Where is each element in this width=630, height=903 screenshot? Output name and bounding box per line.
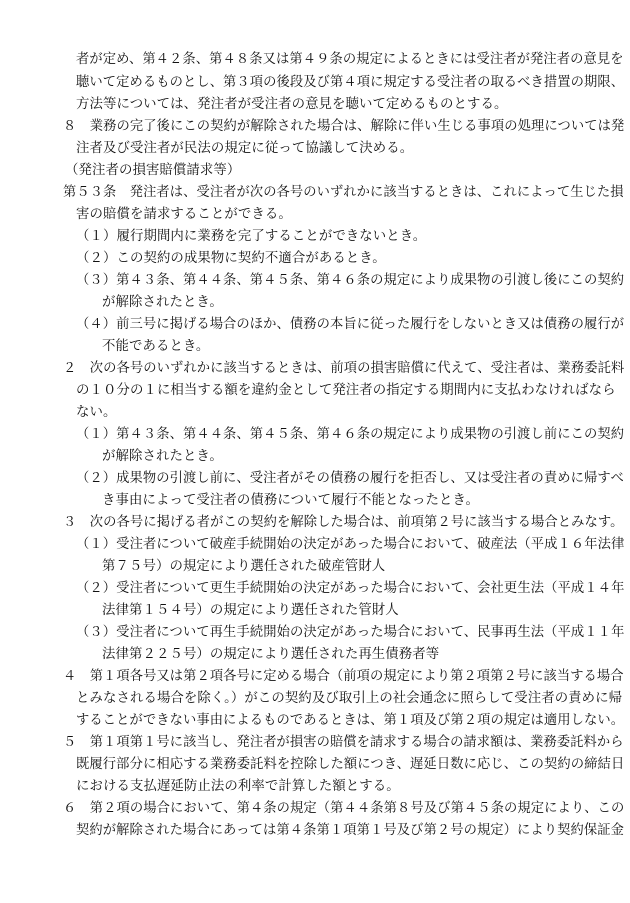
text-line: き事由によって受注者の債務について履行不能となったとき。: [102, 493, 479, 508]
text-line: が解除されたとき。: [102, 295, 223, 310]
text-line: （１）第４３条、第４４条、第４５条、第４６条の規定により成果物の引渡し前にこの契約: [76, 427, 625, 442]
text-line: （４）前三号に掲げる場合のほか、債務の本旨に従った履行をしないとき又は債務の履行が: [76, 317, 625, 332]
text-line: 害の賠償を請求することができる。: [76, 207, 292, 222]
text-line: ５ 第１項第１号に該当し、発注者が損害の賠償を請求する場合の請求額は、業務委託料から: [63, 735, 624, 750]
text-line: が解除されたとき。: [102, 449, 223, 464]
text-line: の１０分の１に相当する額を違約金として発注者の指定する期間内に支払わなければなら: [76, 383, 616, 398]
section-heading: （発注者の損害賠償請求等）: [65, 163, 241, 178]
text-line: 法律第１５４号）の規定により選任された管財人: [102, 603, 399, 618]
text-line: 不能であるとき。: [102, 339, 210, 354]
text-line: 既履行部分に相応する業務委託料を控除した額につき、遅延日数に応じ、この契約の締結日: [76, 757, 625, 772]
text-line: ２ 次の各号のいずれかに該当するときは、前項の損害賠償に代えて、受注者は、業務委託料: [63, 361, 625, 376]
text-line: 第７５号）の規定により選任された破産管財人: [102, 559, 386, 574]
text-line: 第５３条 発注者は、受注者が次の各号のいずれかに該当するときは、これによって生じた損: [63, 185, 624, 200]
text-line: 聴いて定めるものとし、第３項の後段及び第４項に規定する受注者の取るべき措置の期限、: [76, 75, 625, 90]
text-line: （２）受注者について更生手続開始の決定があった場合において、会社更生法（平成１４年: [76, 581, 625, 596]
text-line: における支払遅延防止法の利率で計算した額とする。: [76, 779, 400, 794]
text-line: ない。: [76, 405, 117, 420]
text-line: 者が定め、第４２条、第４８条又は第４９条の規定によるときには受注者が発注者の意見を: [76, 52, 624, 67]
text-line: 注者及び受注者が民法の規定に従って協議して決める。: [76, 141, 414, 156]
text-line: ８ 業務の完了後にこの契約が解除された場合は、解除に伴い生じる事項の処理については発: [63, 119, 625, 134]
text-line: （３）第４３条、第４４条、第４５条、第４６条の規定により成果物の引渡し後にこの契約: [76, 273, 625, 288]
text-line: 方法等については、発注者が受注者の意見を聴いて定めるものとする。: [76, 97, 508, 112]
text-line: （３）受注者について再生手続開始の決定があった場合において、民事再生法（平成１１年: [76, 625, 625, 640]
text-line: とみなされる場合を除く。）がこの契約及び取引上の社会通念に照らして受注者の責めに帰: [76, 691, 623, 706]
text-line: （２）この契約の成果物に契約不適合があるとき。: [76, 251, 386, 266]
text-line: することができない事由によるものであるときは、第１項及び第２項の規定は適用しない。: [76, 713, 625, 728]
text-line: （１）履行期間内に業務を完了することができないとき。: [76, 229, 427, 244]
text-line: ６ 第２項の場合において、第４条の規定（第４４条第８号及び第４５条の規定により、この: [63, 801, 625, 816]
text-line: （２）成果物の引渡し前に、受注者がその債務の履行を拒否し、又は受注者の責めに帰すべ: [76, 471, 624, 486]
text-line: （１）受注者について破産手続開始の決定があった場合において、破産法（平成１６年法律: [76, 537, 625, 552]
text-line: 法律第２２５号）の規定により選任された再生債務者等: [102, 647, 440, 662]
text-line: 契約が解除された場合にあっては第４条第１項第１号及び第２号の規定）により契約保証金: [76, 823, 625, 838]
text-line: ３ 次の各号に掲げる者がこの契約を解除した場合は、前項第２号に該当する場合とみなす。: [63, 515, 624, 530]
text-line: ４ 第１項各号又は第２項各号に定める場合（前項の規定により第２項第２号に該当する場合: [63, 669, 624, 684]
